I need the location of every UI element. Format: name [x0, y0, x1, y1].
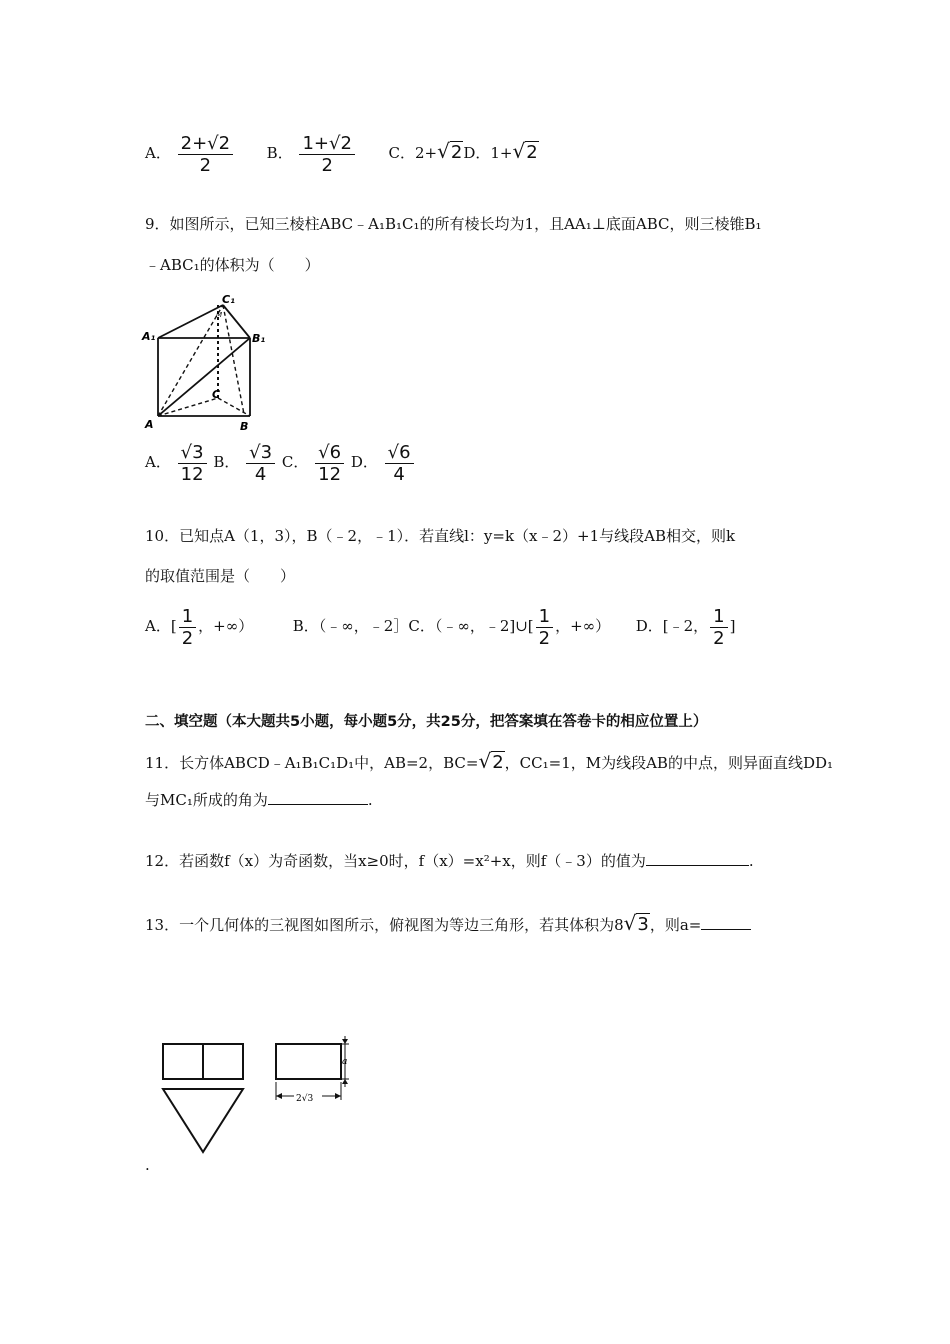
q9-options — [145, 438, 416, 486]
q9-b-label: B． — [213, 453, 240, 471]
q10-d-tail: ] — [729, 617, 736, 635]
q10-a-tail: ，+∞） — [198, 617, 254, 635]
label-M: M — [216, 311, 223, 319]
q12-end: . — [748, 852, 754, 870]
q10-d-label: D．[﹣2， — [635, 617, 709, 635]
q11-line2-text: 与MC₁所成的角为 — [145, 791, 268, 809]
q11-answer-blank[interactable] — [268, 790, 368, 805]
q8-a-num-rad: 2 — [218, 132, 231, 154]
q8-option-d-radical: √2 — [512, 139, 538, 163]
q9-prism-figure — [140, 290, 275, 435]
q13-dim-width: 2√3 — [296, 1094, 314, 1104]
q8-b-num-pre: 1+ — [302, 132, 330, 154]
q11-line1 — [145, 748, 833, 774]
q9-c-label: C． — [281, 453, 309, 471]
q10-a-fraction: $\frac{1}{2}$ — [179, 606, 196, 649]
q11-line2 — [145, 790, 373, 810]
q12-line — [145, 851, 754, 871]
q10-c-fraction: $\frac{1}{2}$ — [536, 606, 553, 649]
label-C1: C₁ — [222, 293, 235, 306]
q9-a-label: A． — [145, 453, 171, 471]
q9-d-label: D． — [350, 453, 378, 471]
q10-d-fraction: $\frac{1}{2}$ — [710, 606, 727, 649]
q13-three-view-figure — [155, 1030, 365, 1165]
q9-line1: 9．如图所示，已知三棱柱ABC﹣A₁B₁C₁的所有棱长均为1，且AA₁⊥底面ABC，则三棱锥B₁ — [145, 215, 762, 233]
q8-option-a-label: A． — [145, 144, 171, 162]
q8-option-b-label: B． — [266, 144, 293, 162]
q11-line1-post: ，CC₁=1，M为线段AB的中点，则异面直线DD₁ — [504, 754, 834, 772]
label-A: A — [145, 418, 154, 431]
q13-text-post: ，则a= — [649, 916, 702, 934]
q13-trailing-dot: . — [145, 1156, 150, 1174]
q11-line1-pre: 11．长方体ABCD﹣A₁B₁C₁D₁中，AB=2，BC= — [145, 754, 479, 772]
q13-dim-a: a — [342, 1057, 348, 1067]
q10-line1: 10．已知点A（1，3），B（﹣2，﹣1）．若直线l：y=k（x﹣2）+1与线段AB相交，则k — [145, 527, 736, 545]
q9-c-fraction: $\frac{√6}{12}$ — [315, 442, 344, 485]
q10-a-label: A．[ — [145, 617, 177, 635]
q10-options — [145, 602, 735, 650]
q8-a-den: 2 — [199, 154, 212, 176]
q13-text-pre: 13．一个几何体的三视图如图所示，俯视图为等边三角形，若其体积为8 — [145, 916, 624, 934]
q8-b-den: 2 — [321, 154, 333, 176]
q8-option-d-label: D．1+ — [463, 144, 513, 162]
q11-radical: √2 — [478, 749, 504, 773]
q13-radical: √3 — [623, 911, 649, 935]
q12-answer-blank[interactable] — [646, 851, 749, 866]
q10-b-c-text: B．（﹣∞，﹣2］C．（﹣∞，﹣2]∪[ — [292, 617, 534, 635]
q13-line — [145, 910, 751, 936]
q8-option-c-radical: √2 — [437, 139, 463, 163]
label-A1: A₁ — [142, 330, 156, 343]
q13-answer-blank[interactable] — [701, 915, 751, 930]
label-C: C — [212, 388, 221, 401]
q8-a-num-pre: 2+ — [180, 132, 208, 154]
q8-b-num-rad: 2 — [340, 132, 352, 154]
q11-line2-end: . — [367, 791, 373, 809]
q12-text: 12．若函数f（x）为奇函数，当x≥0时，f（x）=x²+x，则f（﹣3）的值为 — [145, 852, 646, 870]
q9-a-fraction: $\frac{√3}{12}$ — [178, 442, 207, 485]
q10-line2: 的取值范围是（ ） — [145, 567, 296, 585]
q10-c-tail: ，+∞） — [555, 617, 611, 635]
q9-d-fraction: $\frac{√6}{4}$ — [385, 442, 414, 485]
q8-options — [145, 128, 539, 174]
q9-line2: ﹣ABC₁的体积为（ ） — [145, 256, 320, 274]
section2-heading: 二、填空题（本大题共5小题，每小题5分，共25分，把答案填在答卷卡的相应位置上） — [145, 714, 708, 730]
label-B1: B₁ — [252, 332, 266, 345]
q8-option-a-fraction: $\frac{2+√2}{2}$ — [178, 133, 233, 176]
q8-option-b-fraction: $\frac{1+√2}{2}$ — [299, 133, 354, 176]
q8-option-c-label: C．2+ — [388, 144, 438, 162]
label-B: B — [240, 420, 249, 433]
q9-b-fraction: $\frac{√3}{4}$ — [246, 442, 275, 485]
